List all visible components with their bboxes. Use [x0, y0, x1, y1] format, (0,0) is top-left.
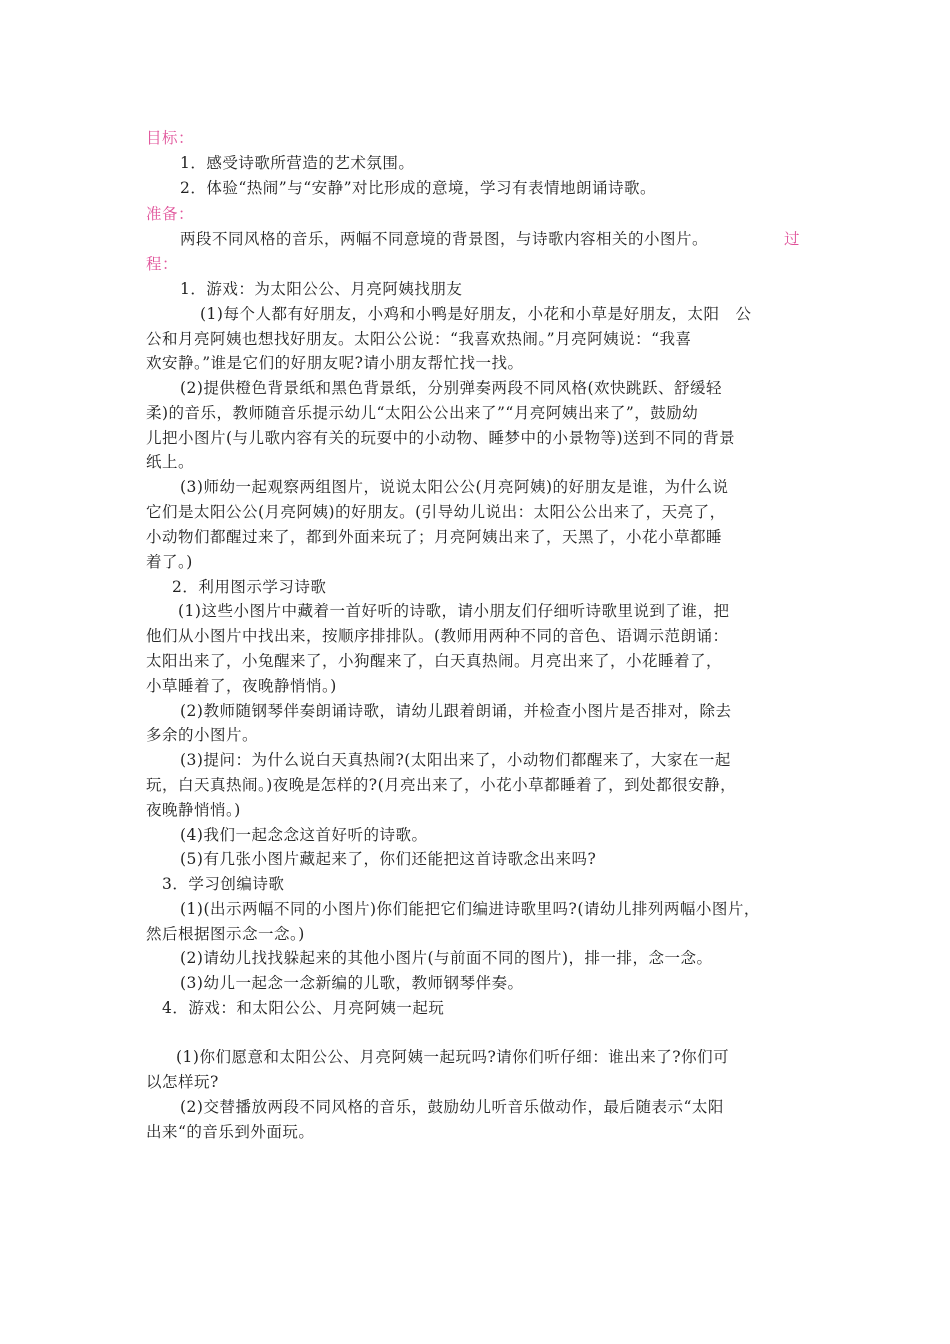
paragraph-line: 太阳出来了，小兔醒来了，小狗醒来了，白天真热闹。月亮出来了，小花睡着了， [146, 652, 723, 670]
section-heading: 1．游戏：为太阳公公、月亮阿姨找朋友 [180, 280, 463, 298]
paragraph-line: 儿把小图片(与儿歌内容有关的玩耍中的小动物、睡梦中的小景物等)送到不同的背景 [146, 429, 736, 447]
paragraph-line: (5)有几张小图片藏起来了，你们还能把这首诗歌念出来吗? [180, 850, 597, 868]
goal-item: 1．感受诗歌所营造的艺术氛围。 [180, 154, 415, 172]
paragraph-line: 玩，白天真热闹。)夜晚是怎样的?(月亮出来了，小花小草都睡着了，到处都很安静， [146, 776, 737, 794]
process-heading: 过 [784, 230, 801, 248]
paragraph-line: 出来“的音乐到外面玩。 [146, 1123, 315, 1141]
goal-heading: 目标： [146, 129, 195, 147]
paragraph-line: (2)请幼儿找找躲起来的其他小图片(与前面不同的图片)，排一排，念一念。 [180, 949, 713, 967]
paragraph-line: (2)教师随钢琴伴奏朗诵诗歌，请幼儿跟着朗诵，并检查小图片是否排对，除去 [180, 702, 732, 720]
paragraph-line: 公和月亮阿姨也想找好朋友。太阳公公说：“我喜欢热闹。”月亮阿姨说：“我喜 [146, 330, 692, 348]
prep-text: 两段不同风格的音乐，两幅不同意境的背景图，与诗歌内容相关的小图片。 [180, 230, 709, 248]
paragraph-line: 柔)的音乐，教师随音乐提示幼儿“太阳公公出来了”“月亮阿姨出来了”，鼓励幼 [146, 404, 699, 422]
paragraph-line: (2)交替播放两段不同风格的音乐，鼓励幼儿听音乐做动作，最后随表示“太阳 [180, 1098, 724, 1116]
paragraph-line: 夜晚静悄悄。) [146, 801, 241, 819]
paragraph-line: (4)我们一起念念这首好听的诗歌。 [180, 826, 428, 844]
paragraph-line: (3)幼儿一起念一念新编的儿歌，教师钢琴伴奏。 [180, 974, 524, 992]
paragraph-line: 然后根据图示念一念。) [146, 925, 305, 943]
prep-heading: 准备： [146, 205, 195, 223]
paragraph-line: (1)每个人都有好朋友，小鸡和小鸭是好朋友，小花和小草是好朋友，太阳 公 [200, 305, 752, 323]
section-heading: 2．利用图示学习诗歌 [172, 578, 327, 596]
paragraph-line: 他们从小图片中找出来，按顺序排排队。(教师用两种不同的音色、语调示范朗诵： [146, 627, 729, 645]
process-heading-cont: 程： [146, 255, 179, 273]
paragraph-line: 小草睡着了，夜晚静悄悄。) [146, 677, 337, 695]
paragraph-line: 以怎样玩? [146, 1073, 219, 1091]
paragraph-line: (2)提供橙色背景纸和黑色背景纸，分别弹奏两段不同风格(欢快跳跃、舒缓轻 [180, 379, 723, 397]
goal-item: 2．体验“热闹”与“安静”对比形成的意境，学习有表情地朗诵诗歌。 [180, 179, 657, 197]
paragraph-line: (3)提问：为什么说白天真热闹?(太阳出来了，小动物们都醒来了，大家在一起 [180, 751, 731, 769]
section-heading: 4．游戏：和太阳公公、月亮阿姨一起玩 [162, 999, 445, 1017]
paragraph-line: (1)(出示两幅不同的小图片)你们能把它们编进诗歌里吗?(请幼儿排列两幅小图片， [180, 900, 760, 918]
paragraph-line: 多余的小图片。 [146, 726, 259, 744]
paragraph-line: 纸上。 [146, 453, 195, 471]
paragraph-line: (1)这些小图片中藏着一首好听的诗歌，请小朋友们仔细听诗歌里说到了谁，把 [178, 602, 730, 620]
section-heading: 3．学习创编诗歌 [162, 875, 285, 893]
paragraph-line: 小动物们都醒过来了，都到外面来玩了；月亮阿姨出来了，天黑了，小花小草都睡 [146, 528, 723, 546]
paragraph-line: (3)师幼一起观察两组图片，说说太阳公公(月亮阿姨)的好朋友是谁，为什么说 [180, 478, 729, 496]
paragraph-line: 着了。) [146, 553, 193, 571]
paragraph-line: 它们是太阳公公(月亮阿姨)的好朋友。(引导幼儿说出：太阳公公出来了，天亮了， [146, 503, 726, 521]
paragraph-line: 欢安静。”谁是它们的好朋友呢?请小朋友帮忙找一找。 [146, 354, 524, 372]
paragraph-line: (1)你们愿意和太阳公公、月亮阿姨一起玩吗?请你们听仔细：谁出来了?你们可 [176, 1048, 730, 1066]
